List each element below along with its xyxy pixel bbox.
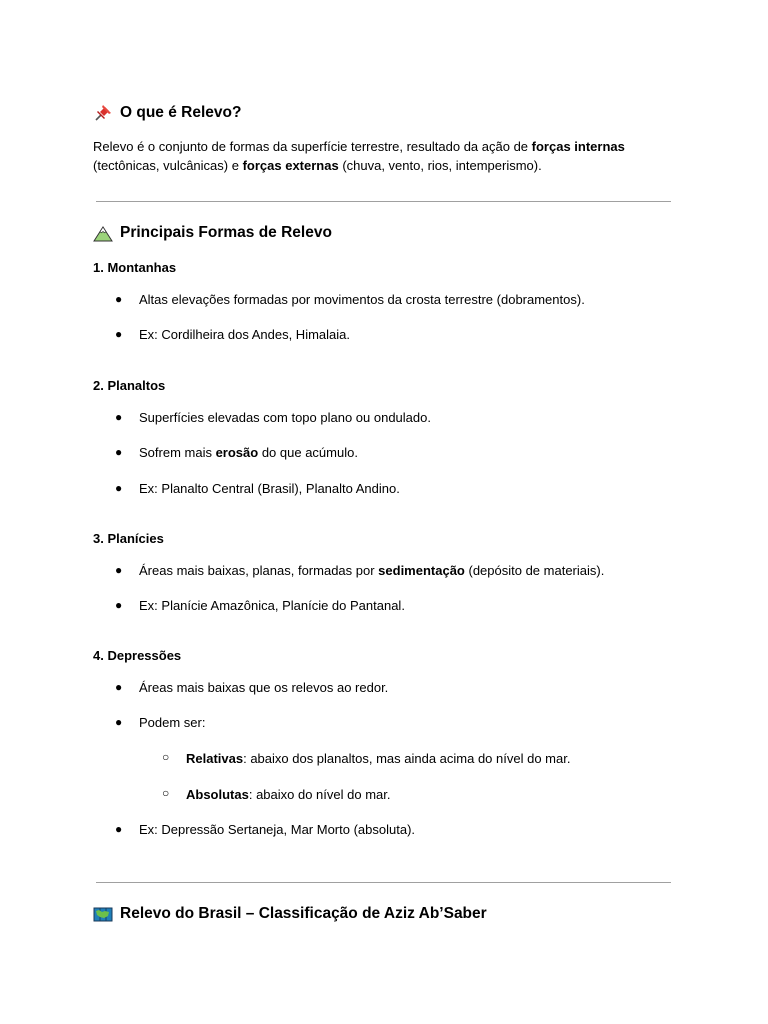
bullet-disc: ● bbox=[115, 481, 123, 495]
bullet-disc: ● bbox=[115, 822, 123, 836]
list-item bbox=[115, 822, 416, 837]
list-item-text: Ex: Cordilheira dos Andes, Himalaia. bbox=[139, 327, 350, 342]
bold-text: forças externas bbox=[242, 158, 339, 173]
list-item-text: Ex: Planalto Central (Brasil), Planalto Andino. bbox=[139, 481, 400, 496]
list-item-text: Superfícies elevadas com topo plano ou ondulado. bbox=[139, 410, 431, 425]
list-item bbox=[115, 292, 585, 307]
subheading-montanhas: 1. Montanhas bbox=[93, 260, 177, 275]
list-item-text: : abaixo dos planaltos, mas ainda acima do nível do mar. bbox=[243, 751, 571, 766]
section-title: Relevo do Brasil – Classificação de Aziz Ab’Saber bbox=[120, 905, 487, 922]
paragraph-definition bbox=[93, 137, 693, 175]
bold-text: Relativas bbox=[186, 751, 244, 766]
list-item bbox=[115, 410, 431, 425]
section-heading-relevo-do-brasil bbox=[93, 904, 487, 924]
list-item bbox=[115, 563, 605, 578]
text-run: (chuva, vento, rios, intemperismo). bbox=[338, 158, 542, 173]
section-heading-o-que-e-relevo bbox=[93, 103, 241, 123]
bullet-disc: ● bbox=[115, 715, 123, 729]
horizontal-rule bbox=[96, 882, 671, 883]
horizontal-rule bbox=[96, 201, 671, 202]
list-item bbox=[115, 598, 405, 613]
text-run: Relevo é o conjunto de formas da superfície terrestre, resultado da ação de bbox=[93, 139, 532, 154]
list-item bbox=[115, 481, 400, 496]
pushpin-icon bbox=[93, 103, 113, 123]
list-item bbox=[115, 715, 206, 730]
bullet-disc: ● bbox=[115, 292, 123, 306]
list-item-text: Áreas mais baixas, planas, formadas por bbox=[139, 563, 379, 578]
bold-text: erosão bbox=[215, 445, 259, 460]
text-run: (tectônicas, vulcânicas) e bbox=[93, 158, 243, 173]
bullet-disc: ● bbox=[115, 327, 123, 341]
subheading-planaltos: 2. Planaltos bbox=[93, 378, 166, 393]
section-title: O que é Relevo? bbox=[120, 104, 242, 121]
list-item bbox=[115, 445, 358, 460]
bullet-disc: ● bbox=[115, 680, 123, 694]
list-item-text: Ex: Planície Amazônica, Planície do Pantanal. bbox=[139, 598, 405, 613]
bullet-disc: ● bbox=[115, 445, 123, 459]
mountain-icon bbox=[93, 223, 113, 243]
sub-list-item bbox=[162, 786, 391, 802]
list-item bbox=[115, 680, 389, 695]
bullet-disc: ● bbox=[115, 410, 123, 424]
subheading-depressoes: 4. Depressões bbox=[93, 648, 182, 663]
map-icon bbox=[93, 904, 113, 924]
section-heading-principais-formas bbox=[93, 223, 332, 243]
bullet-disc: ● bbox=[115, 598, 123, 612]
bullet-circle: ○ bbox=[162, 786, 170, 800]
subheading-planicies: 3. Planícies bbox=[93, 531, 164, 546]
bold-text: Absolutas bbox=[186, 787, 249, 802]
bullet-circle: ○ bbox=[162, 750, 170, 764]
bold-text: sedimentação bbox=[378, 563, 465, 578]
list-item-text: : abaixo do nível do mar. bbox=[248, 787, 391, 802]
list-item bbox=[115, 327, 350, 342]
bold-text: forças internas bbox=[531, 139, 625, 154]
list-item-text: do que acúmulo. bbox=[258, 445, 358, 460]
bullet-disc: ● bbox=[115, 563, 123, 577]
list-item-text: Podem ser: bbox=[139, 715, 206, 730]
section-title: Principais Formas de Relevo bbox=[120, 224, 332, 241]
list-item-text: Sofrem mais bbox=[139, 445, 216, 460]
list-item-text: Áreas mais baixas que os relevos ao redor. bbox=[139, 680, 389, 695]
list-item-text: Ex: Depressão Sertaneja, Mar Morto (absoluta). bbox=[139, 822, 416, 837]
list-item-text: Altas elevações formadas por movimentos da crosta terrestre (dobramentos). bbox=[139, 292, 585, 307]
sub-list-item bbox=[162, 750, 571, 766]
list-item-text: (depósito de materiais). bbox=[464, 563, 605, 578]
